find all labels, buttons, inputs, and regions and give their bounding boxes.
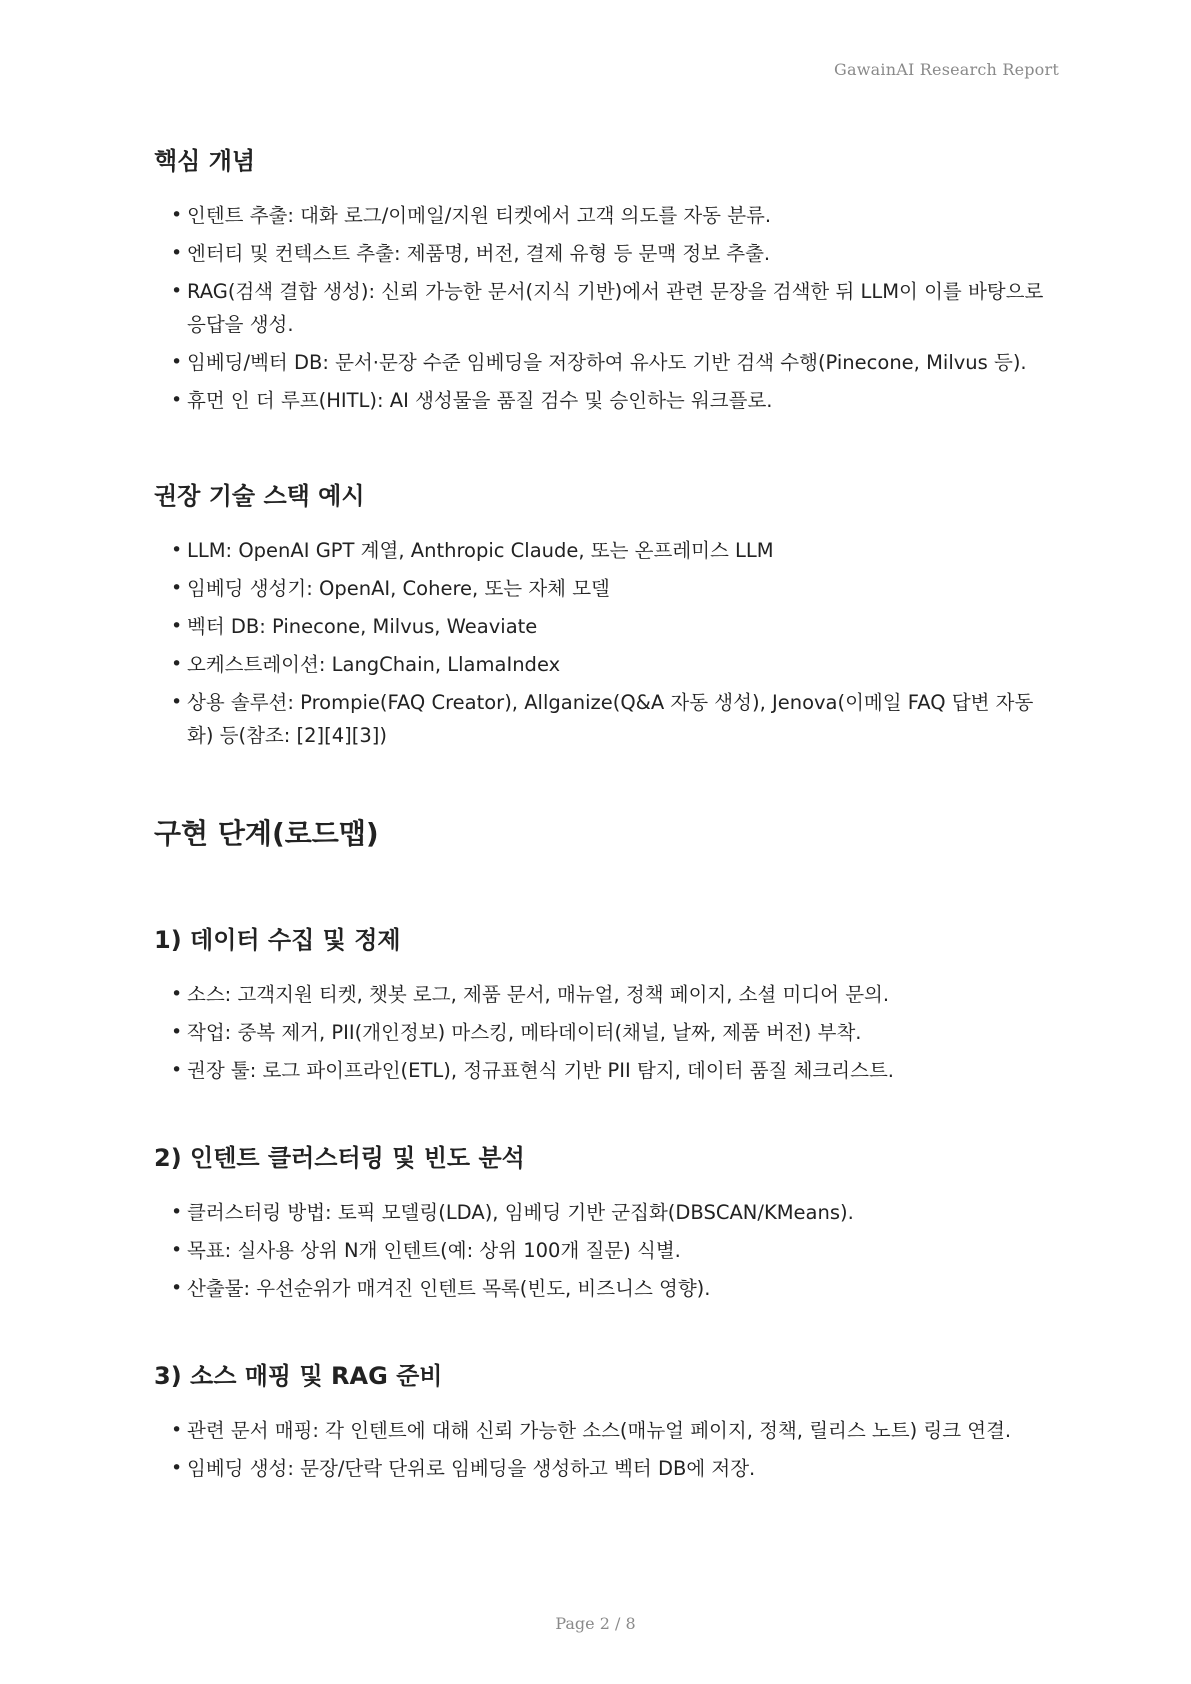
- step-heading: 2) 인텐트 클러스터링 및 빈도 분석: [154, 1143, 525, 1172]
- list-item: • 관련 문서 매핑: 각 인텐트에 대해 신뢰 가능한 소스(매뉴얼 페이지, 정책, 릴리스 노트) 링크 연결.: [154, 1414, 1054, 1447]
- bullet-list: [154, 978, 1054, 1087]
- list-item: • 소스: 고객지원 티켓, 챗봇 로그, 제품 문서, 매뉴얼, 정책 페이지, 소셜 미디어 문의.: [154, 978, 1054, 1011]
- section-heading: 핵심 개념: [154, 147, 256, 175]
- list-item: • 임베딩/벡터 DB: 문서·문장 수준 임베딩을 저장하여 유사도 기반 검색 수행(Pinecone, Milvus 등).: [154, 346, 1054, 379]
- list-item: • 벡터 DB: Pinecone, Milvus, Weaviate: [154, 610, 1054, 643]
- list-item: • LLM: OpenAI GPT 계열, Anthropic Claude, 또는 온프레미스 LLM: [154, 534, 1054, 567]
- list-item: • 권장 툴: 로그 파이프라인(ETL), 정규표현식 기반 PII 탐지, 데이터 품질 체크리스트.: [154, 1054, 1054, 1087]
- roadmap-step-3: [154, 1361, 1054, 1485]
- list-item: • 임베딩 생성: 문장/단락 단위로 임베딩을 생성하고 벡터 DB에 저장.: [154, 1452, 1054, 1485]
- list-item: • 작업: 중복 제거, PII(개인정보) 마스킹, 메타데이터(채널, 날짜, 제품 버전) 부착.: [154, 1016, 1054, 1049]
- bullet-list: [154, 534, 1054, 752]
- list-item: • 엔터티 및 컨텍스트 추출: 제품명, 버전, 결제 유형 등 문맥 정보 추출.: [154, 237, 1054, 270]
- roadmap-step-1: [154, 925, 1054, 1087]
- section-heading: 권장 기술 스택 예시: [154, 482, 365, 511]
- list-item: • 오케스트레이션: LangChain, LlamaIndex: [154, 648, 1054, 681]
- bullet-list: [154, 1196, 1054, 1305]
- bullet-list: [154, 199, 1054, 417]
- list-item: • 산출물: 우선순위가 매겨진 인텐트 목록(빈도, 비즈니스 영향).: [154, 1272, 1054, 1305]
- list-item: • 상용 솔루션: Prompie(FAQ Creator), Allganize(Q&A 자동 생성), Jenova(이메일 FAQ 답변 자동화) 등(참조: [2][4][3]): [154, 686, 1054, 752]
- step-heading: 1) 데이터 수집 및 정제: [154, 925, 401, 954]
- list-item: • RAG(검색 결합 생성): 신뢰 가능한 문서(지식 기반)에서 관련 문장을 검색한 뒤 LLM이 이를 바탕으로 응답을 생성.: [154, 275, 1054, 341]
- bullet-list: [154, 1414, 1054, 1485]
- list-item: • 클러스터링 방법: 토픽 모델링(LDA), 임베딩 기반 군집화(DBSCAN/KMeans).: [154, 1196, 1054, 1229]
- running-header: GawainAI Research Report: [834, 60, 1059, 79]
- page-content: [154, 146, 1054, 1541]
- roadmap-step-2: [154, 1143, 1054, 1305]
- list-item: • 목표: 실사용 상위 N개 인텐트(예: 상위 100개 질문) 식별.: [154, 1234, 1054, 1267]
- list-item: • 인텐트 추출: 대화 로그/이메일/지원 티켓에서 고객 의도를 자동 분류.: [154, 199, 1054, 232]
- list-item: • 휴먼 인 더 루프(HITL): AI 생성물을 품질 검수 및 승인하는 워크플로.: [154, 384, 1054, 417]
- step-heading: 3) 소스 매핑 및 RAG 준비: [154, 1362, 443, 1391]
- page-number: Page 2 / 8: [555, 1614, 636, 1633]
- roadmap-title: 구현 단계(로드맵): [154, 817, 379, 851]
- list-item: • 임베딩 생성기: OpenAI, Cohere, 또는 자체 모델: [154, 572, 1054, 605]
- section-tech-stack: [154, 481, 1054, 752]
- section-core-concepts: [154, 146, 1054, 417]
